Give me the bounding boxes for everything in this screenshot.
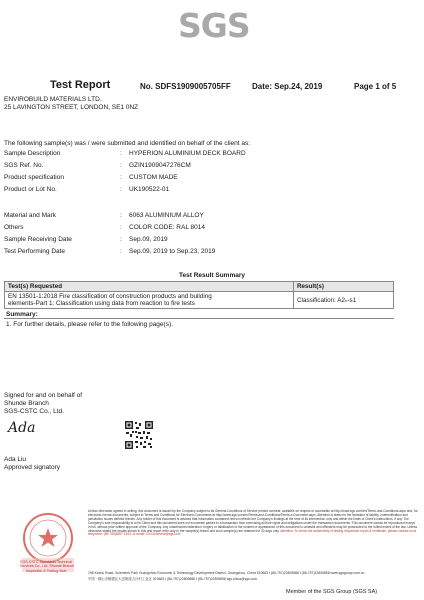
signoff-line-2: Shunde Branch [4,400,49,407]
attention-text: Attention: To check the authenticity of testing /inspection report & certificate, please contact us at telephone: (86-755)8307 1443, or email: CN.Doccheck@sgs.com [88,528,417,537]
summary-divider [4,318,394,319]
report-title: Test Report [50,79,111,91]
test-line-2: elements-Part 1: Classification using data from reaction to fire tests [8,300,195,307]
test-line-1: EN 13501-1:2018 Fire classification of construction products and building [8,293,212,300]
signoff-line-3: SGS-CSTC Co., Ltd. [4,408,64,415]
field-testing-date: Test Performing Date : Sep.09, 2019 to Sep.23, 2019 [4,248,216,255]
signatory-name: Ada Liu [4,456,27,463]
summary-table [4,281,394,309]
stamp-text: SGS-CSTC Standards Technical Services Co., Ltd. Shunde Branch [20,560,75,568]
page-number: Page 1 of 5 [354,82,397,91]
address-english: 198 Kezhu Road, Scientech Park Guangzhou Economic & Technology Development District, Guangzhou, China 510663 t (86-757)22805888 f (86-757)22805858 www.sgsgroup.com.cn [88,571,365,575]
sgs-logo: SGS [178,6,250,45]
result-cell: Classification: A2ₙ-s1 [294,292,394,309]
signoff-line-1: Signed for and on behalf of [4,392,83,399]
summary-label: Summary: [6,311,38,318]
report-date: Date: Sep.24, 2019 [252,82,323,91]
member-text: Member of the SGS Group (SGS SA) [286,589,378,595]
terms-fine-print [88,510,418,537]
field-sample-description: Sample Description : HYPERION ALUMINIUM DECK BOARD [4,150,246,157]
col-test-header: Test(s) Requested [5,282,294,292]
qr-code-icon [124,420,154,450]
signatory-role: Approved signatory [4,464,61,471]
address-chinese: 中国 · 佛山市顺德区大良街道五沙村工业区 510663 t (86-757)22805888 f (86-757)22805858 sgs.china@sgs.com [88,577,258,581]
terms-text: Unless otherwise agreed in writing, this document is issued by the Company subject to its General Conditions of Service printed overleaf, available on request or accessible at http://www.sgs.com/en/Terms-and-Conditions.aspx and, for electronic format documents, subject to Terms and Conditions for Electronic Documents at http://www.sgs.com/en/Terms-and-Conditions/Terms-e-Document.aspx. Attention is drawn to the limitation of liability, indemnification and jurisdiction issues defined therein. Any holder of this document is advised that information contained hereon reflects the Company's findings at the time of its intervention only and within the limits of Client's instructions, if any. The Company's sole responsibility is to its Client and this document does not exonerate parties to a transaction from exercising all their rights and obligations under the transaction documents. This document cannot be reproduced except in full, without prior written approval of the Company. Any unauthorized alteration, forgery or falsification of the content or appearance of this document is unlawful and offenders may be prosecuted to the fullest extent of the law. Unless otherwise stated the results shown in this test report refer only to the sample(s) tested and such sample(s) are retained for 30 days only. [88,509,418,533]
field-material: Material and Mark : 6063 ALUMINIUM ALLOY [4,212,204,219]
summary-item: 1. For further details, please refer to the following page(s). [6,321,173,328]
client-address: 25 LAVINGTON STREET, LONDON, SE1 0NZ [4,104,139,111]
signature: Ada [8,420,36,436]
summary-header-row [5,282,394,292]
table-row [5,292,394,309]
intro-text: The following sample(s) was / were submitted and identified on behalf of the client as: [4,140,251,147]
summary-title: Test Result Summary [179,272,245,279]
field-product-spec: Product specification : CUSTOM MADE [4,174,178,181]
col-result-header: Result(s) [294,282,394,292]
test-cell [5,292,294,309]
field-sgs-ref: SGS Ref. No. : GZIN1909047276CM [4,162,191,169]
stamp-subtext: Inspection & Testing Seal [26,569,67,573]
field-lot-no: Product or Lot No. : UK190522-01 [4,186,170,193]
field-receiving-date: Sample Receiving Date : Sep.09, 2019 [4,236,168,243]
field-others: Others : COLOR CODE: RAL 8014 [4,224,205,231]
client-name: ENVIROBUILD MATERIALS LTD. [4,96,102,103]
report-number: No. SDFS1909005705FF [140,82,231,91]
